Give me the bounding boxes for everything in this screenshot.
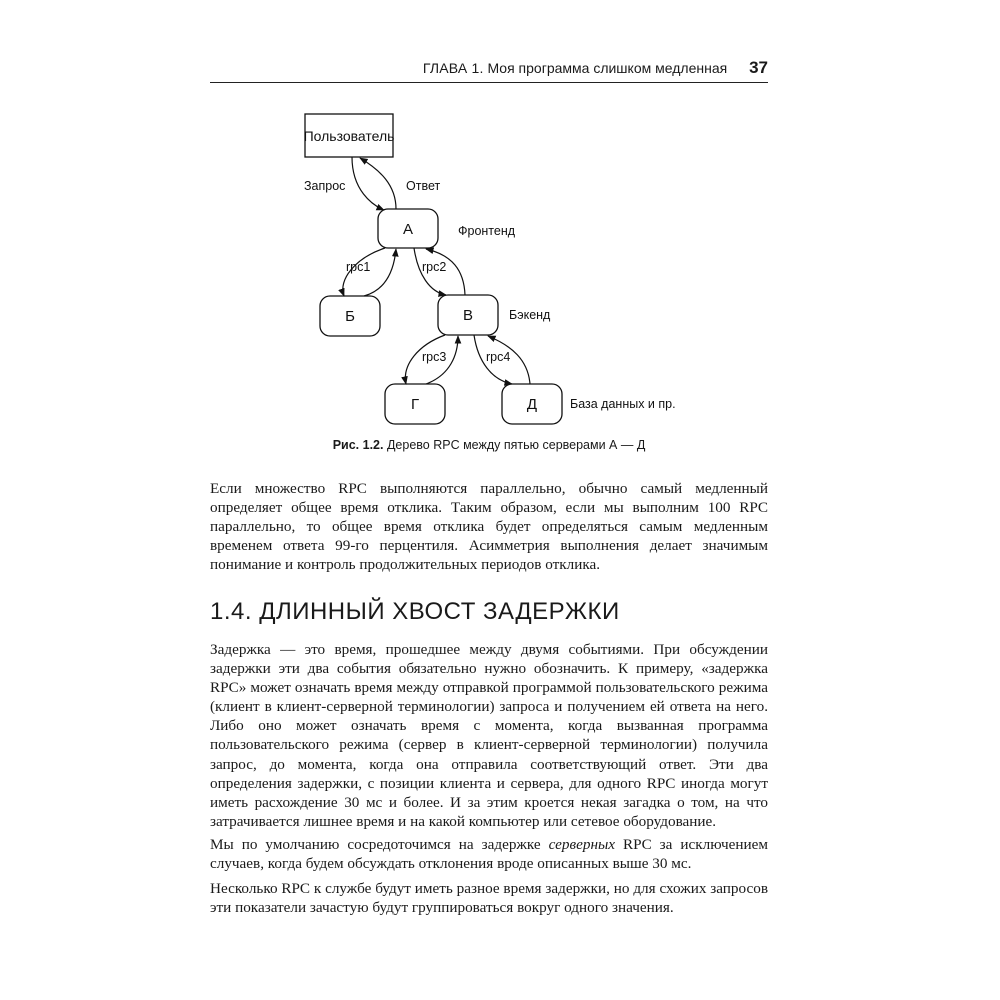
- node-v-label: В: [462, 307, 474, 324]
- tier-backend-label: Бэкенд: [509, 308, 551, 322]
- edge-rpc3-label: rpc3: [422, 350, 447, 364]
- paragraph-3-start: Мы по умолчанию сосредоточимся на задержке: [210, 836, 549, 853]
- chapter-number: ГЛАВА 1.: [422, 60, 484, 76]
- section-heading: 1.4. ДЛИННЫЙ ХВОСТ ЗАДЕРЖКИ: [210, 598, 620, 625]
- paragraph-3-end: RPC за исключением случаев, когда будем обсуждать отклонения вроде описанных выше 30 мс.: [210, 836, 768, 873]
- chapter-title: Моя программа слишком медленная: [487, 60, 728, 76]
- tier-database-label: База данных и пр.: [570, 397, 676, 411]
- figure-caption-label: Рис. 1.2.: [332, 438, 384, 452]
- node-g-label: Г: [410, 396, 420, 413]
- paragraph-3-emphasis: серверных: [548, 836, 616, 853]
- edge-rpc4-label: rpc4: [486, 350, 511, 364]
- paragraph-2: Задержка — это время, прошедшее между двумя событиями. При обсуждении задержки эти два события обязательно нужно обозначить. К примеру, «задержка RPC» может означать время между отправкой программой пользовательского режима (клиент в клиент-серверной терминологии) запроса и получением ей ответа на него. Либо оно может означать время с момента, когда вызванная программа пользовательского режима (сервер в клиент-серверной терминологии) получила запрос, до момента, когда она отправила соответствующий ответ. Эти два определения задержки, с позиции клиента и сервера, для одного RPC иногда могут иметь расхождение 30 мс и более. И за этим кроется некая загадка о том, на что затрачивается лишнее время и на какой компьютер или сетевое оборудование.: [210, 641, 768, 830]
- rpc-tree-figure: [0, 0, 1000, 440]
- edge-response-label: Ответ: [406, 179, 441, 193]
- edge-request-arrow: [352, 157, 384, 210]
- edge-response-arrow: [360, 158, 396, 209]
- edge-rpc1-label: rpc1: [346, 260, 371, 274]
- page-number: 37: [749, 58, 768, 77]
- edge-request-label: Запрос: [304, 179, 346, 193]
- node-a-label: А: [402, 221, 414, 238]
- node-d-label: Д: [526, 396, 538, 413]
- paragraph-3: [210, 835, 768, 873]
- node-b-label: Б: [345, 308, 355, 325]
- node-user-label: Пользователь: [303, 128, 395, 144]
- paragraph-4: Несколько RPC к службе будут иметь разное время задержки, но для схожих запросов эти показатели зачастую будут группироваться вокруг одного значения.: [210, 880, 768, 917]
- figure-caption-text: Дерево RPC между пятью серверами А — Д: [386, 438, 646, 452]
- figure-caption: [210, 438, 768, 452]
- paragraph-1: Если множество RPC выполняются параллельно, обычно самый медленный определяет общее время отклика. Таким образом, если мы выполним 100 RPC параллельно, то общее время отклика будет определяться самым медленным временем ответа 99-го перцентиля. Асимметрия выполнения делает значимым понимание и контроль продолжительных периодов отклика.: [210, 480, 768, 574]
- rpc-tree-diagram: [0, 0, 1000, 440]
- tier-frontend-label: Фронтенд: [458, 224, 516, 238]
- edge-rpc2-label: rpc2: [422, 260, 447, 274]
